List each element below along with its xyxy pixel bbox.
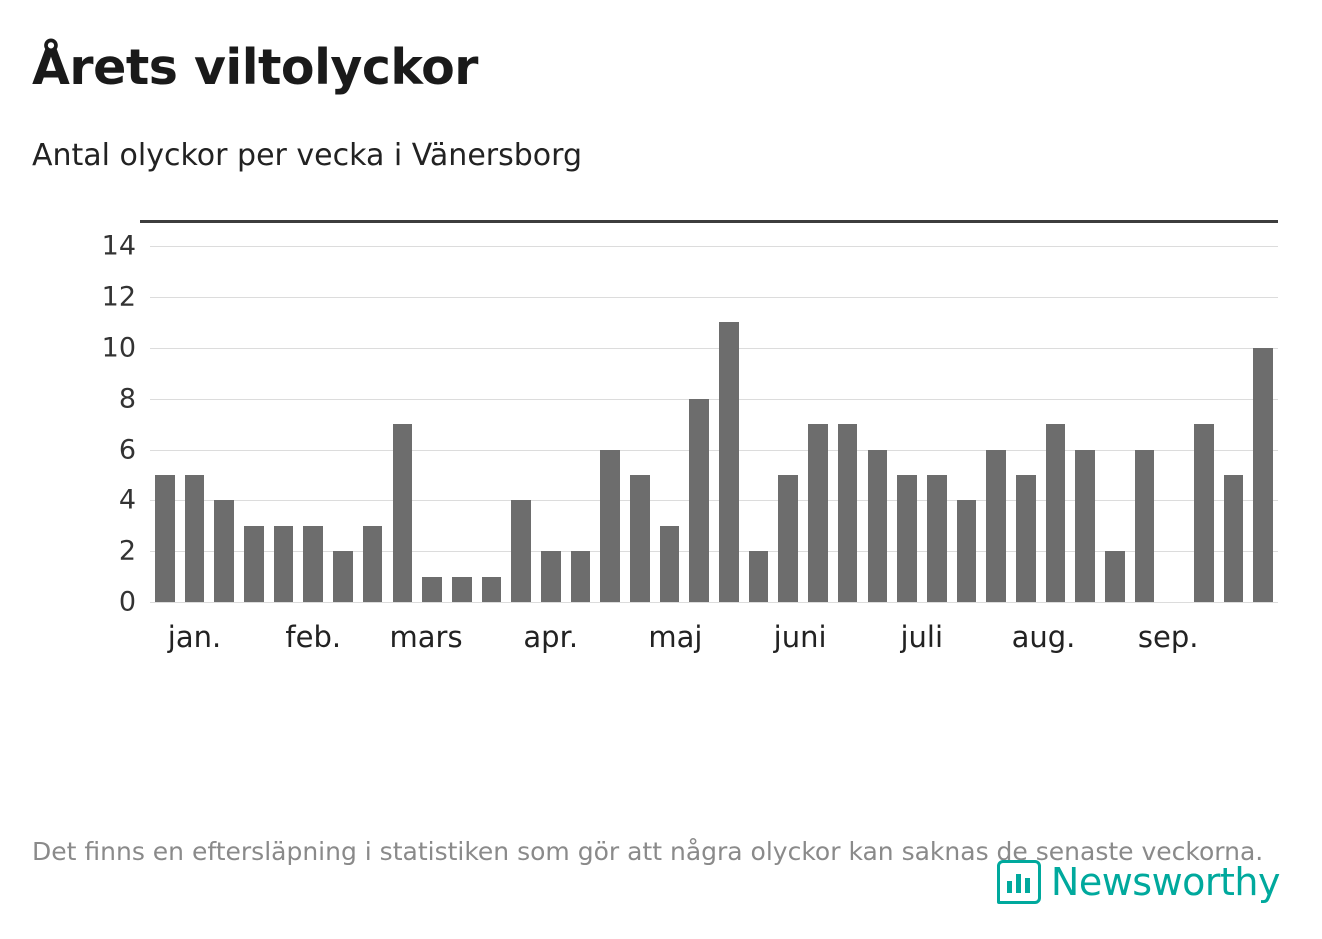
bar-slot[interactable] <box>358 220 388 602</box>
brand-name: Newsworthy <box>1050 860 1280 904</box>
bar-slot[interactable] <box>269 220 299 602</box>
bar-slot[interactable] <box>506 220 536 602</box>
x-tick-label: sep. <box>1137 620 1199 655</box>
bar[interactable] <box>1075 450 1095 603</box>
y-tick-label: 0 <box>118 586 136 618</box>
y-tick-label: 4 <box>118 484 136 516</box>
bar[interactable] <box>1194 424 1214 602</box>
y-tick-label: 10 <box>101 332 136 364</box>
bar[interactable] <box>274 526 294 602</box>
bar-slot[interactable] <box>1100 220 1130 602</box>
x-tick-label: juli <box>900 620 944 655</box>
bar[interactable] <box>244 526 264 602</box>
x-tick-label: jan. <box>167 620 222 655</box>
bar-slot[interactable] <box>803 220 833 602</box>
gridline <box>150 602 1278 603</box>
bar[interactable] <box>868 450 888 603</box>
bar[interactable] <box>363 526 383 602</box>
bar-slot[interactable] <box>150 220 180 602</box>
bar[interactable] <box>155 475 175 602</box>
bar[interactable] <box>303 526 323 602</box>
bar-slot[interactable] <box>209 220 239 602</box>
bar-slot[interactable] <box>477 220 507 602</box>
bar-chart-logo-icon <box>997 860 1041 904</box>
bar[interactable] <box>957 500 977 602</box>
bar-slot[interactable] <box>773 220 803 602</box>
bar[interactable] <box>1135 450 1155 603</box>
bar[interactable] <box>778 475 798 602</box>
bar[interactable] <box>511 500 531 602</box>
x-axis-line <box>140 220 1278 223</box>
bar-slot[interactable] <box>892 220 922 602</box>
page-title: Årets viltolyckor <box>32 39 478 96</box>
newsworthy-logo <box>997 860 1280 904</box>
bar[interactable] <box>660 526 680 602</box>
bar[interactable] <box>927 475 947 602</box>
x-tick-label: feb. <box>285 620 342 655</box>
bar[interactable] <box>571 551 591 602</box>
bar-slot[interactable] <box>863 220 893 602</box>
bar[interactable] <box>600 450 620 603</box>
y-tick-label: 6 <box>118 434 136 466</box>
x-tick-label: apr. <box>523 620 579 655</box>
x-tick-label: mars <box>389 620 463 655</box>
bar[interactable] <box>1224 475 1244 602</box>
x-tick-label: juni <box>773 620 827 655</box>
bar[interactable] <box>541 551 561 602</box>
bar[interactable] <box>719 322 739 602</box>
y-axis-labels <box>32 220 136 618</box>
bar-slot[interactable] <box>1041 220 1071 602</box>
y-tick-label: 2 <box>118 535 136 567</box>
y-tick-label: 14 <box>101 230 136 262</box>
bar[interactable] <box>214 500 234 602</box>
plot-area <box>150 220 1278 602</box>
bar[interactable] <box>333 551 353 602</box>
bar[interactable] <box>452 577 472 602</box>
chart-footer <box>32 835 1290 904</box>
y-tick-label: 8 <box>118 383 136 415</box>
bar[interactable] <box>482 577 502 602</box>
bar[interactable] <box>1046 424 1066 602</box>
chart-subtitle: Antal olyckor per vecka i Vänersborg <box>32 138 582 174</box>
x-tick-label: aug. <box>1011 620 1076 655</box>
bar-chart <box>32 206 1290 686</box>
bar-slot[interactable] <box>1130 220 1160 602</box>
bar-slot[interactable] <box>566 220 596 602</box>
x-axis-labels <box>150 620 1278 666</box>
bar-slot[interactable] <box>922 220 952 602</box>
bar[interactable] <box>185 475 205 602</box>
bar[interactable] <box>808 424 828 602</box>
bar[interactable] <box>630 475 650 602</box>
bar[interactable] <box>897 475 917 602</box>
bar-slot[interactable] <box>1189 220 1219 602</box>
bar-slot[interactable] <box>714 220 744 602</box>
bar[interactable] <box>689 399 709 603</box>
bar-slot[interactable] <box>388 220 418 602</box>
bar-series <box>150 220 1278 602</box>
bar-slot[interactable] <box>447 220 477 602</box>
bar-slot[interactable] <box>1070 220 1100 602</box>
y-tick-label: 12 <box>101 281 136 313</box>
bar-slot[interactable] <box>625 220 655 602</box>
bar-slot[interactable] <box>744 220 774 602</box>
bar-slot[interactable] <box>833 220 863 602</box>
bar[interactable] <box>986 450 1006 603</box>
bar-slot[interactable] <box>1159 220 1189 602</box>
bar[interactable] <box>393 424 413 602</box>
bar[interactable] <box>1253 348 1273 603</box>
x-tick-label: maj <box>648 620 703 655</box>
bar-slot[interactable] <box>239 220 269 602</box>
bar[interactable] <box>1016 475 1036 602</box>
bar[interactable] <box>749 551 769 602</box>
bar-slot[interactable] <box>180 220 210 602</box>
bar[interactable] <box>422 577 442 602</box>
footnote: Det finns en eftersläpning i statistiken som gör att några olyckor kan saknas de senaste veckorna. <box>32 837 1264 866</box>
bar-slot[interactable] <box>655 220 685 602</box>
bar-slot[interactable] <box>417 220 447 602</box>
bar-slot[interactable] <box>952 220 982 602</box>
bar-slot[interactable] <box>1248 220 1278 602</box>
bar-slot[interactable] <box>684 220 714 602</box>
bar-slot[interactable] <box>981 220 1011 602</box>
bar-slot[interactable] <box>1011 220 1041 602</box>
bar[interactable] <box>838 424 858 602</box>
bar-slot[interactable] <box>595 220 625 602</box>
bar-slot[interactable] <box>1219 220 1249 602</box>
bar-slot[interactable] <box>536 220 566 602</box>
bar-slot[interactable] <box>298 220 328 602</box>
bar-slot[interactable] <box>328 220 358 602</box>
bar[interactable] <box>1105 551 1125 602</box>
